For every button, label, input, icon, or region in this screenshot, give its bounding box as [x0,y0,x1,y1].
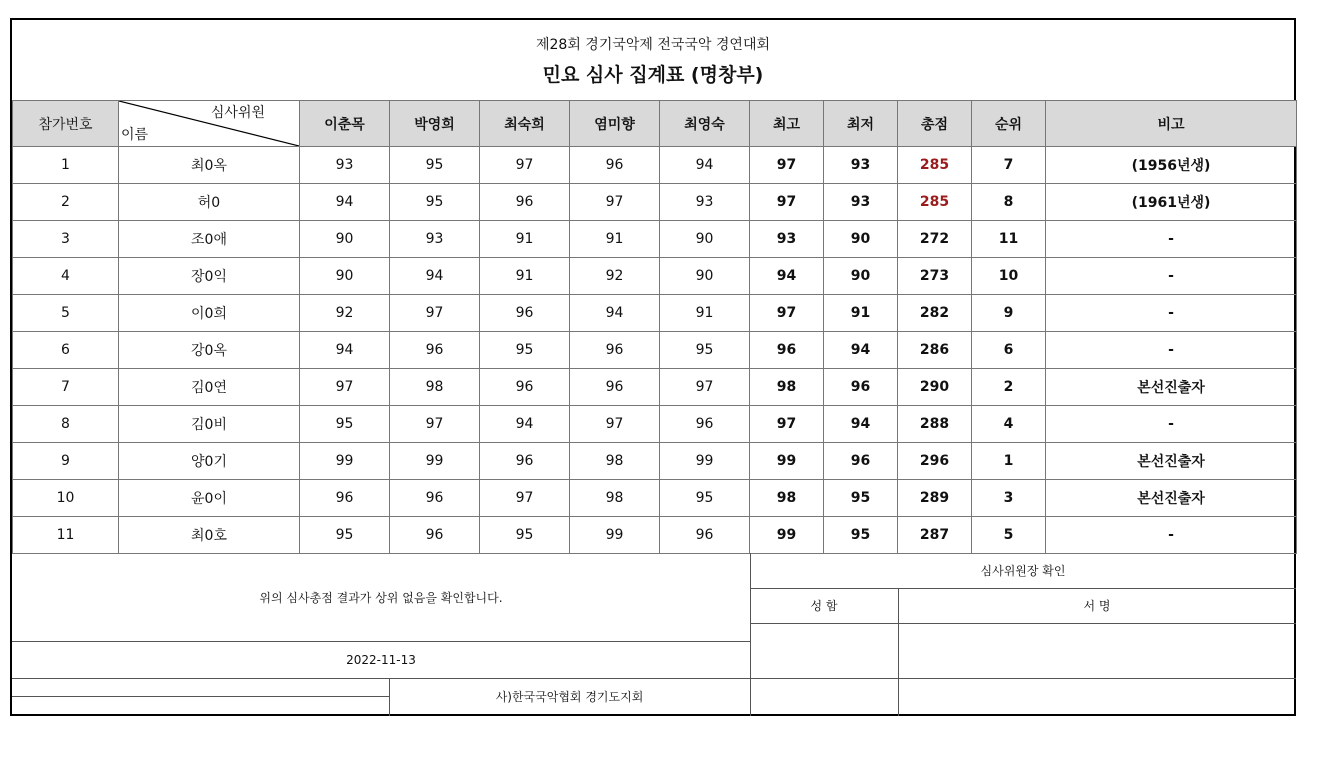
max-score-cell: 97 [750,295,824,332]
min-score-cell: 96 [824,443,898,480]
max-score-cell: 97 [750,184,824,221]
table-row [13,369,1297,406]
max-score-cell: 97 [750,406,824,443]
contestant-name-cell: 최0옥 [119,147,300,184]
judge-3-score-cell: 96 [480,184,570,221]
judge-4-score-cell: 97 [570,184,660,221]
judge-4-score-cell: 96 [570,147,660,184]
total-score-cell: 273 [898,258,972,295]
note-cell: (1961년생) [1046,184,1297,221]
judge-1-score-cell: 90 [300,258,390,295]
table-row [13,295,1297,332]
rank-cell: 3 [972,480,1046,517]
min-score-cell: 90 [824,221,898,258]
name-field[interactable] [750,623,898,716]
judge-3-score-cell: 91 [480,221,570,258]
confirm-statement: 위의 심사총점 결과가 상위 없음을 확인합니다. [259,590,503,605]
header-judge-1: 이춘목 [300,101,390,147]
contestant-name-cell: 김0연 [119,369,300,406]
judge-2-score-cell: 99 [390,443,480,480]
judge-2-score-cell: 93 [390,221,480,258]
header-note: 비고 [1046,101,1297,147]
table-row [13,147,1297,184]
page-title: 민요 심사 집계표 (명창부) [542,64,764,86]
max-score-cell: 99 [750,517,824,554]
min-score-cell: 93 [824,147,898,184]
note-cell: - [1046,517,1297,554]
rank-cell: 5 [972,517,1046,554]
entry-number-cell: 6 [13,332,119,369]
judge-4-score-cell: 99 [570,517,660,554]
table-row [13,406,1297,443]
total-score-cell: 287 [898,517,972,554]
note-cell: - [1046,295,1297,332]
total-score-cell: 272 [898,221,972,258]
max-score-cell: 94 [750,258,824,295]
min-score-cell: 93 [824,184,898,221]
footer-area [12,553,1296,716]
judge-1-score-cell: 94 [300,332,390,369]
chief-judge-confirm-label: 심사위원장 확인 [980,564,1066,578]
table-row [13,332,1297,369]
contestant-name-cell: 이0희 [119,295,300,332]
header-judge-5: 최영숙 [660,101,750,147]
judge-1-score-cell: 90 [300,221,390,258]
rank-cell: 9 [972,295,1046,332]
table-row [13,517,1297,554]
header-total: 총점 [898,101,972,147]
signature-field[interactable] [898,623,1296,716]
judge-4-score-cell: 97 [570,406,660,443]
judge-3-score-cell: 91 [480,258,570,295]
entry-number-cell: 9 [13,443,119,480]
note-cell: 본선진출자 [1046,443,1297,480]
rank-cell: 4 [972,406,1046,443]
judge-2-score-cell: 97 [390,406,480,443]
date-value: 2022-11-13 [346,652,416,667]
entry-number-cell: 3 [13,221,119,258]
judge-5-score-cell: 97 [660,369,750,406]
judge-2-score-cell: 96 [390,480,480,517]
contestant-name-cell: 조0애 [119,221,300,258]
table-row [13,184,1297,221]
judge-4-score-cell: 92 [570,258,660,295]
contestant-name-cell: 허0 [119,184,300,221]
judge-1-score-cell: 95 [300,517,390,554]
note-cell: (1956년생) [1046,147,1297,184]
judge-5-score-cell: 91 [660,295,750,332]
note-cell: - [1046,332,1297,369]
max-score-cell: 97 [750,147,824,184]
title-area [12,20,1294,101]
note-cell: 본선진출자 [1046,369,1297,406]
entry-number-cell: 10 [13,480,119,517]
min-score-cell: 94 [824,332,898,369]
rank-cell: 2 [972,369,1046,406]
header-rank: 순위 [972,101,1046,147]
note-cell: 본선진출자 [1046,480,1297,517]
judge-4-score-cell: 98 [570,443,660,480]
judge-5-score-cell: 95 [660,332,750,369]
judge-3-score-cell: 96 [480,295,570,332]
score-table [12,100,1297,554]
judge-5-score-cell: 93 [660,184,750,221]
entry-number-cell: 7 [13,369,119,406]
judge-3-score-cell: 96 [480,369,570,406]
total-score-cell: 288 [898,406,972,443]
judge-3-score-cell: 97 [480,480,570,517]
judge-1-score-cell: 95 [300,406,390,443]
judge-2-score-cell: 96 [390,332,480,369]
judge-2-score-cell: 95 [390,147,480,184]
rank-cell: 8 [972,184,1046,221]
header-judges-label: 심사위원 [210,105,265,121]
judge-1-score-cell: 97 [300,369,390,406]
total-score-cell: 285 [898,147,972,184]
header-name-label: 이름 [121,127,149,143]
judge-1-score-cell: 99 [300,443,390,480]
judge-3-score-cell: 97 [480,147,570,184]
rank-cell: 6 [972,332,1046,369]
judge-4-score-cell: 91 [570,221,660,258]
min-score-cell: 95 [824,480,898,517]
table-header-row [13,101,1297,147]
judge-4-score-cell: 98 [570,480,660,517]
judge-5-score-cell: 94 [660,147,750,184]
judge-1-score-cell: 94 [300,184,390,221]
contestant-name-cell: 김0비 [119,406,300,443]
header-judge-3: 최숙희 [480,101,570,147]
table-row [13,221,1297,258]
total-score-cell: 289 [898,480,972,517]
divider [12,696,389,697]
contestant-name-cell: 양0기 [119,443,300,480]
header-judge-4: 염미향 [570,101,660,147]
judge-5-score-cell: 99 [660,443,750,480]
note-cell: - [1046,258,1297,295]
signature-label: 서 명 [1083,599,1111,613]
judge-5-score-cell: 95 [660,480,750,517]
header-entry-number: 참가번호 [13,101,119,147]
total-score-cell: 290 [898,369,972,406]
entry-number-cell: 8 [13,406,119,443]
contestant-name-cell: 강0옥 [119,332,300,369]
max-score-cell: 96 [750,332,824,369]
judge-4-score-cell: 96 [570,369,660,406]
total-score-cell: 282 [898,295,972,332]
header-max: 최고 [750,101,824,147]
entry-number-cell: 1 [13,147,119,184]
judge-2-score-cell: 96 [390,517,480,554]
max-score-cell: 98 [750,480,824,517]
judge-3-score-cell: 94 [480,406,570,443]
rank-cell: 1 [972,443,1046,480]
total-score-cell: 285 [898,184,972,221]
contestant-name-cell: 최0호 [119,517,300,554]
judge-2-score-cell: 94 [390,258,480,295]
rank-cell: 11 [972,221,1046,258]
judge-1-score-cell: 93 [300,147,390,184]
table-body [13,147,1297,554]
min-score-cell: 90 [824,258,898,295]
score-sheet [10,18,1296,716]
name-label: 성 함 [810,599,838,613]
judge-2-score-cell: 95 [390,184,480,221]
judge-3-score-cell: 96 [480,443,570,480]
header-judge-2: 박영희 [390,101,480,147]
min-score-cell: 95 [824,517,898,554]
judge-5-score-cell: 90 [660,221,750,258]
table-row [13,258,1297,295]
judge-5-score-cell: 96 [660,406,750,443]
judge-1-score-cell: 92 [300,295,390,332]
judge-1-score-cell: 96 [300,480,390,517]
organization-name: 사)한국국악협회 경기도지회 [495,690,644,704]
total-score-cell: 286 [898,332,972,369]
min-score-cell: 91 [824,295,898,332]
rank-cell: 10 [972,258,1046,295]
entry-number-cell: 11 [13,517,119,554]
judge-5-score-cell: 90 [660,258,750,295]
total-score-cell: 296 [898,443,972,480]
entry-number-cell: 5 [13,295,119,332]
contestant-name-cell: 윤0이 [119,480,300,517]
header-judges-name-split [119,101,300,147]
judge-4-score-cell: 96 [570,332,660,369]
contestant-name-cell: 장0익 [119,258,300,295]
max-score-cell: 99 [750,443,824,480]
rank-cell: 7 [972,147,1046,184]
entry-number-cell: 2 [13,184,119,221]
max-score-cell: 93 [750,221,824,258]
note-cell: - [1046,406,1297,443]
judge-2-score-cell: 97 [390,295,480,332]
judge-2-score-cell: 98 [390,369,480,406]
judge-3-score-cell: 95 [480,517,570,554]
table-row [13,443,1297,480]
judge-5-score-cell: 96 [660,517,750,554]
max-score-cell: 98 [750,369,824,406]
judge-4-score-cell: 94 [570,295,660,332]
table-row [13,480,1297,517]
header-min: 최저 [824,101,898,147]
min-score-cell: 96 [824,369,898,406]
entry-number-cell: 4 [13,258,119,295]
min-score-cell: 94 [824,406,898,443]
competition-subtitle: 제28회 경기국악제 전국국악 경연대회 [535,37,771,53]
note-cell: - [1046,221,1297,258]
judge-3-score-cell: 95 [480,332,570,369]
